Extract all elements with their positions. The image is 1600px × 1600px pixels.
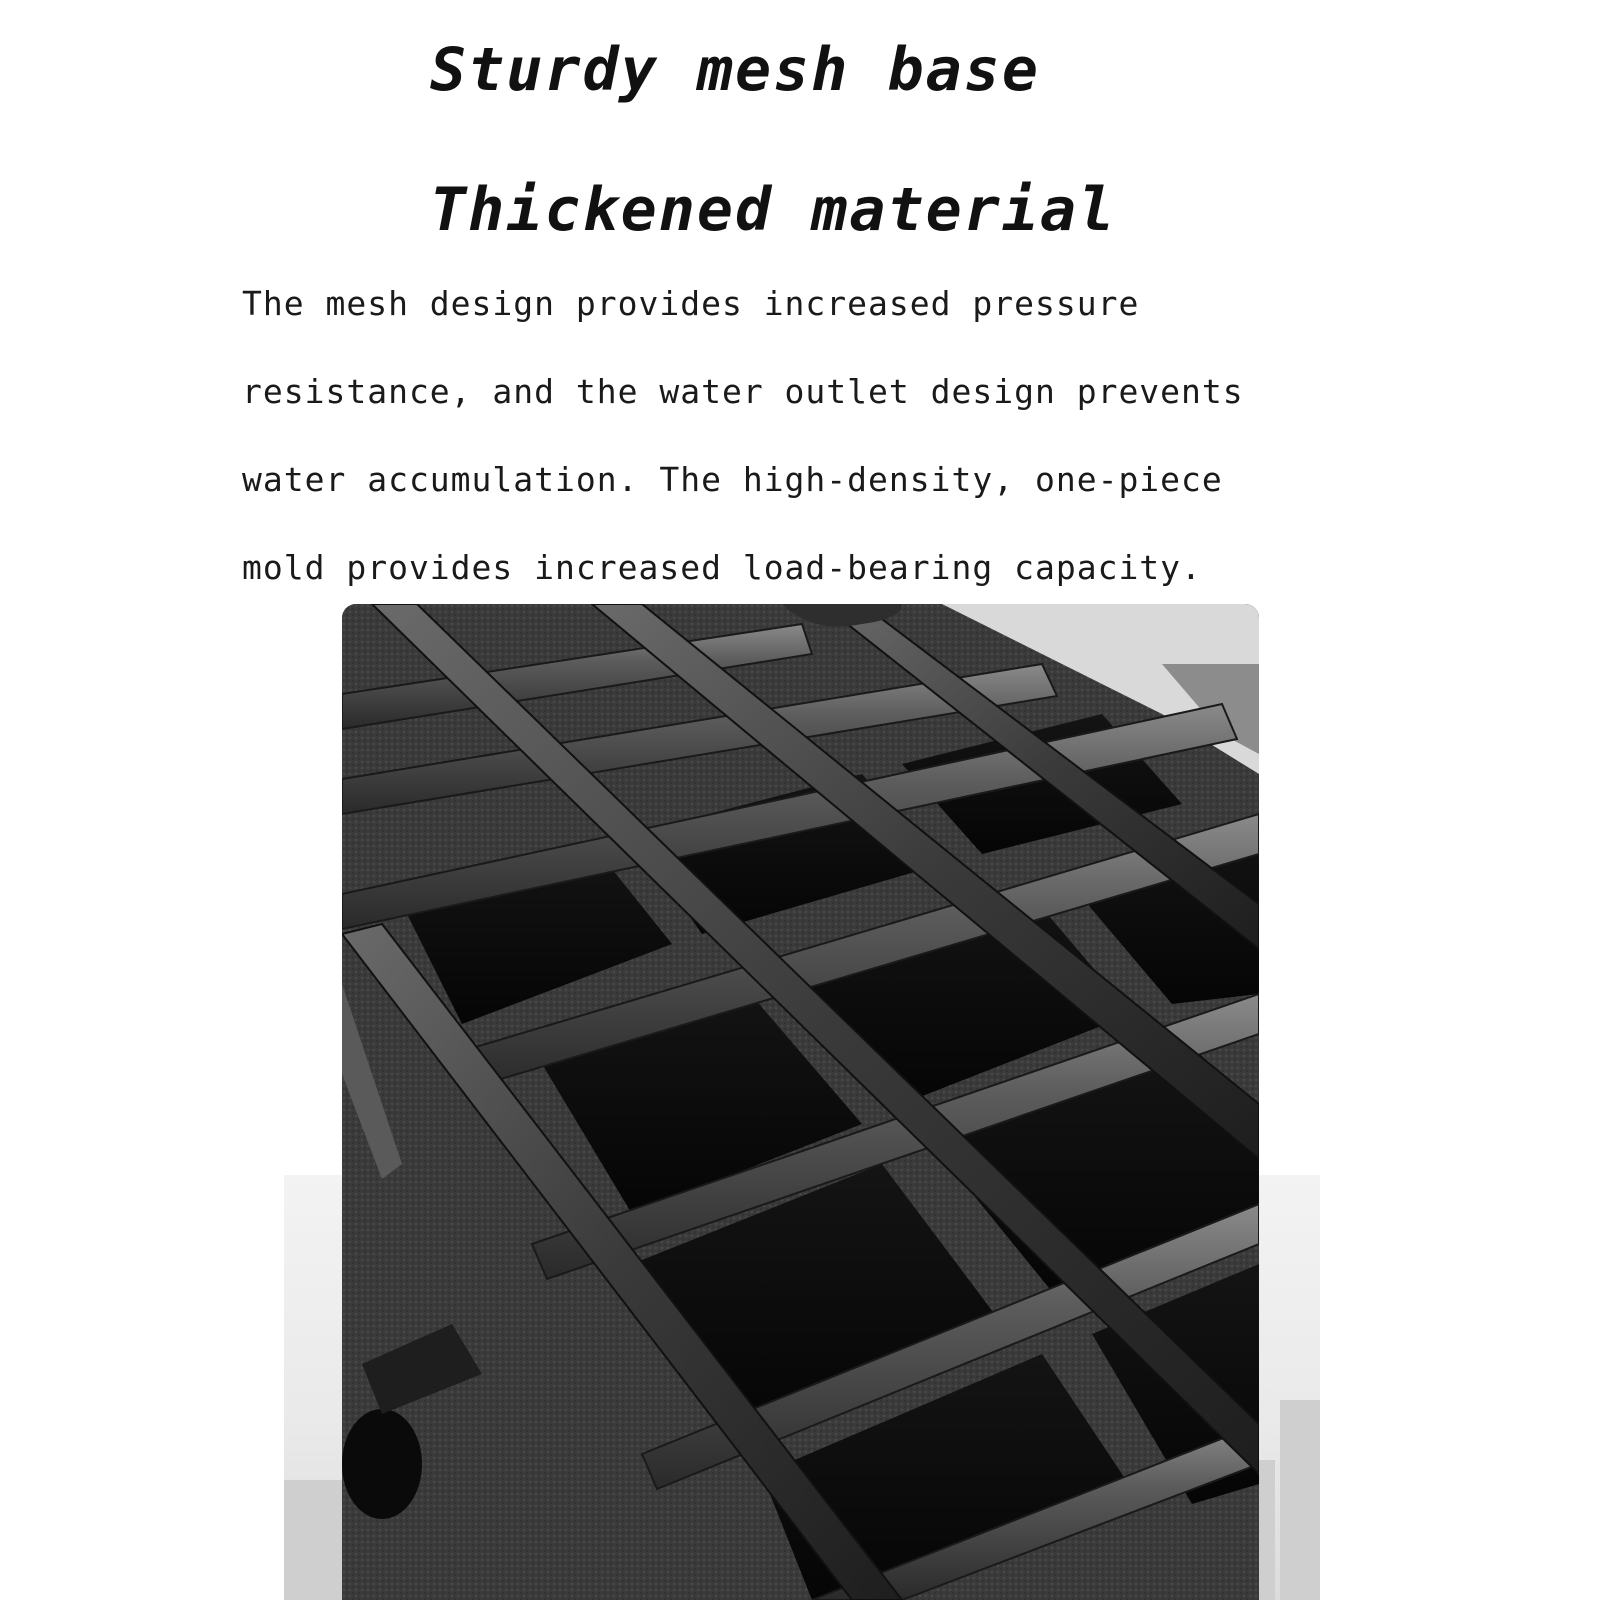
description-line: water accumulation. The high-density, one-piece [242,460,1223,499]
description-line: resistance, and the water outlet design prevents [242,372,1244,411]
headline-sturdy-mesh-base: Sturdy mesh base [430,35,1040,105]
mesh-base-product-photo [342,604,1259,1600]
mesh-grid-illustration [342,604,1259,1600]
description-line: The mesh design provides increased pressure [242,284,1140,323]
headline-thickened-material: Thickened material [430,175,1117,245]
description-paragraph [242,270,1542,622]
description-line: mold provides increased load-bearing capacity. [242,548,1202,587]
